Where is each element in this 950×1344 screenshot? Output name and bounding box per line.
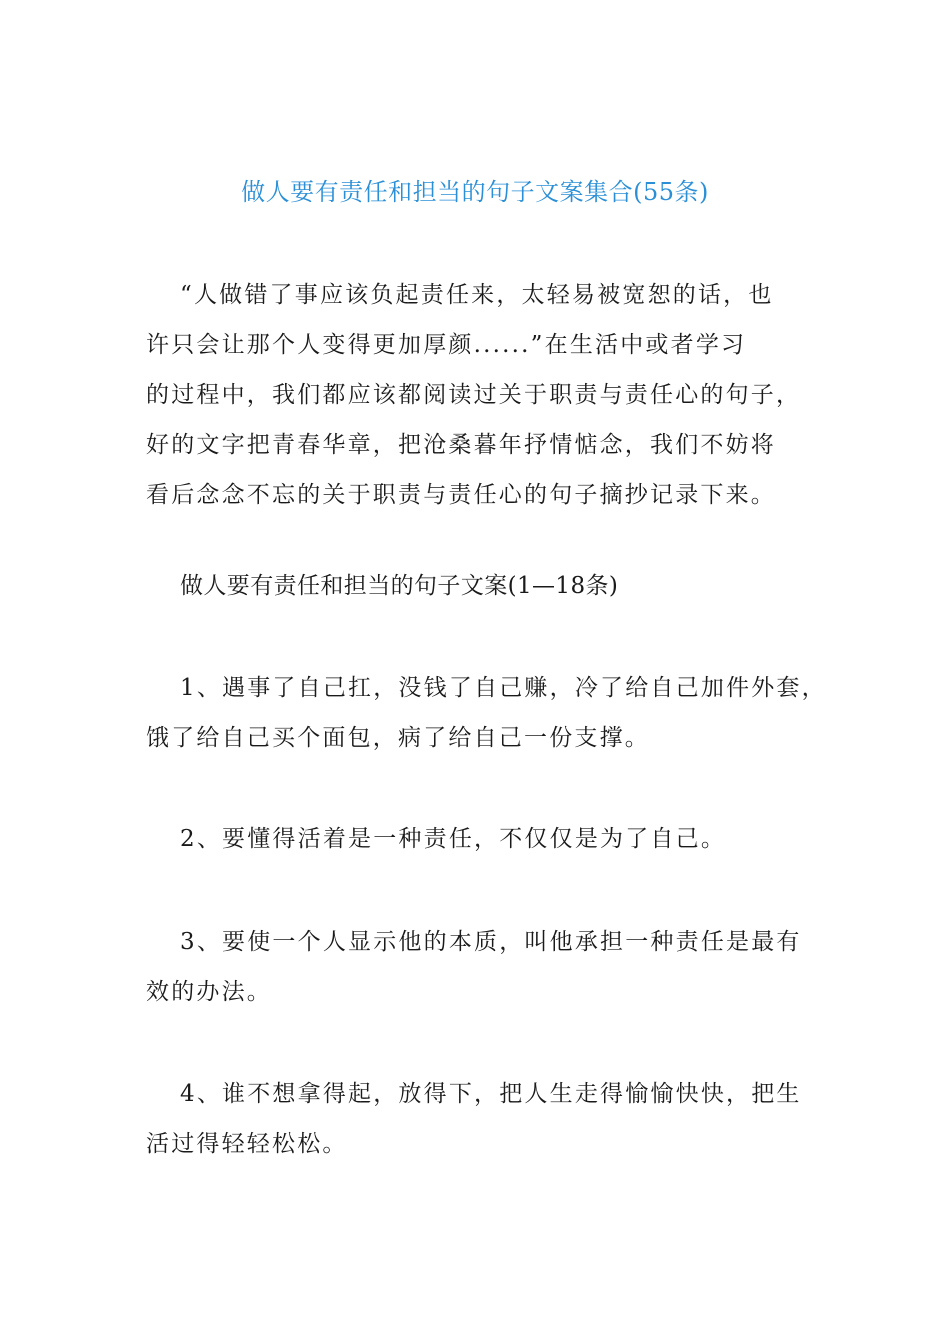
intro-line: “人做错了事应该负起责任来，太轻易被宽恕的话，也 <box>180 282 774 308</box>
list-item <box>146 814 826 864</box>
list-item <box>146 1069 826 1169</box>
list-item-line: 2、要懂得活着是一种责任，不仅仅是为了自己。 <box>180 826 727 852</box>
intro-line: 看后念念不忘的关于职责与责任心的句子摘抄记录下来。 <box>146 482 776 508</box>
list-item-line: 饿了给自己买个面包，病了给自己一份支撑。 <box>146 725 650 751</box>
intro-line: 许只会让那个人变得更加厚颜......”在生活中或者学习 <box>146 332 747 358</box>
list-item-line: 4、谁不想拿得起，放得下，把人生走得愉愉快快，把生 <box>180 1081 802 1107</box>
document-title: 做人要有责任和担当的句子文案集合(55条) <box>241 178 709 206</box>
intro-line: 好的文字把青春华章，把沧桑暮年抒情惦念，我们不妨将 <box>146 432 776 458</box>
list-item-line: 效的办法。 <box>146 979 272 1005</box>
intro-paragraph <box>146 270 826 520</box>
list-item-line: 1、遇事了自己扛，没钱了自己赚，冷了给自己加件外套， <box>180 675 827 701</box>
section-heading: 做人要有责任和担当的句子文案(1—18条) <box>180 573 619 599</box>
list-item <box>146 663 826 763</box>
intro-line: 的过程中，我们都应该都阅读过关于职责与责任心的句子， <box>146 382 802 408</box>
list-item-line: 活过得轻轻松松。 <box>146 1131 348 1157</box>
list-item <box>146 917 826 1017</box>
list-item-line: 3、要使一个人显示他的本质，叫他承担一种责任是最有 <box>180 929 802 955</box>
